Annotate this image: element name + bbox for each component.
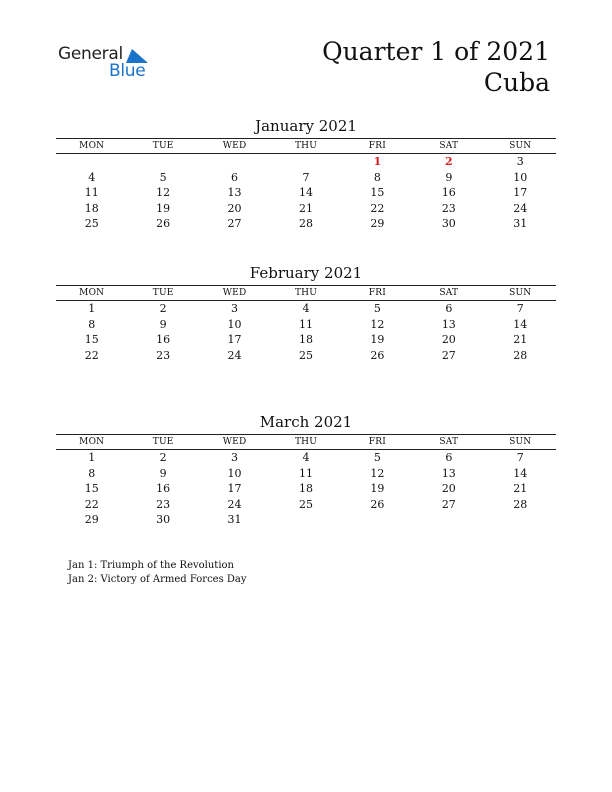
day-cell: 12: [156, 186, 171, 200]
week-row: [56, 497, 556, 513]
week-row: [56, 332, 556, 348]
day-cell: 5: [373, 451, 381, 465]
day-cell: 22: [370, 201, 385, 215]
weekday-label: THU: [294, 437, 317, 447]
weekday-label: THU: [294, 141, 317, 151]
day-cell: 7: [516, 302, 524, 316]
holiday-note: Jan 1: Triumph of the Revolution: [68, 560, 234, 571]
day-cell: 22: [84, 348, 99, 362]
month-title: February 2021: [249, 264, 363, 282]
title-country: Cuba: [483, 68, 550, 97]
day-cell: 27: [441, 497, 456, 511]
day-cell: 17: [513, 186, 528, 200]
day-cell: 9: [159, 466, 167, 480]
day-cell: 10: [227, 466, 242, 480]
day-cell: 24: [227, 497, 242, 511]
weekday-label: TUE: [152, 141, 174, 151]
brand-name-blue: Blue: [109, 61, 146, 81]
day-cell: 26: [156, 217, 171, 231]
day-cell: 11: [298, 317, 313, 331]
day-cell: 6: [231, 170, 239, 184]
day-cell: 30: [156, 513, 171, 527]
day-cell: 14: [298, 186, 313, 200]
day-cell: 18: [84, 201, 99, 215]
weekday-label: SAT: [439, 141, 459, 151]
day-cell: 6: [445, 451, 453, 465]
day-cell: 16: [156, 333, 171, 347]
day-cell: 25: [84, 217, 99, 231]
day-cell: 4: [302, 451, 310, 465]
weekday-label: WED: [222, 437, 247, 447]
day-cell: 9: [445, 170, 453, 184]
day-cell: 20: [441, 482, 456, 496]
day-cell: 16: [156, 482, 171, 496]
day-cell: 15: [370, 186, 385, 200]
day-cell: 18: [298, 482, 313, 496]
brand-name-general: General: [58, 44, 123, 64]
day-cell: 6: [445, 302, 453, 316]
day-cell: 1: [88, 451, 96, 465]
weekday-label: TUE: [152, 437, 174, 447]
day-cell: 28: [513, 348, 528, 362]
weekday-header-row: [56, 434, 556, 450]
day-cell: 20: [227, 201, 242, 215]
page-title: [322, 36, 550, 98]
day-cell: 21: [513, 482, 528, 496]
day-cell: 11: [298, 466, 313, 480]
day-cell: 29: [370, 217, 385, 231]
weekday-label: MON: [79, 437, 105, 447]
week-row: [56, 201, 556, 217]
day-cell: 29: [84, 513, 99, 527]
holiday-note: Jan 2: Victory of Armed Forces Day: [68, 574, 247, 585]
weekday-label: WED: [222, 288, 247, 298]
day-cell: 31: [513, 217, 528, 231]
day-cell: 13: [441, 466, 456, 480]
day-cell: 24: [513, 201, 528, 215]
day-cell: 23: [156, 348, 171, 362]
title-quarter: Quarter 1 of 2021: [322, 37, 550, 66]
day-cell: 25: [298, 348, 313, 362]
day-cell: 9: [159, 317, 167, 331]
day-cell: 12: [370, 317, 385, 331]
day-cell: 24: [227, 348, 242, 362]
day-cell: 19: [370, 333, 385, 347]
month-calendar-february: [56, 264, 556, 363]
day-cell: 22: [84, 497, 99, 511]
brand-logo: [58, 44, 158, 84]
week-row: [56, 216, 556, 232]
week-row: [56, 450, 556, 466]
day-cell: 10: [513, 170, 528, 184]
weekday-label: THU: [294, 288, 317, 298]
day-cell: 19: [156, 201, 171, 215]
holiday-day-cell: 1: [373, 155, 382, 169]
day-cell: 1: [88, 302, 96, 316]
week-row: [56, 301, 556, 317]
weekday-header-row: [56, 138, 556, 154]
day-cell: 21: [513, 333, 528, 347]
day-cell: 26: [370, 348, 385, 362]
day-cell: 27: [441, 348, 456, 362]
weekday-label: FRI: [368, 437, 386, 447]
week-row: [56, 185, 556, 201]
day-cell: 23: [156, 497, 171, 511]
day-cell: 15: [84, 482, 99, 496]
day-cell: 14: [513, 317, 528, 331]
month-calendar-january: [56, 117, 556, 232]
day-cell: 16: [441, 186, 456, 200]
weekday-label: MON: [79, 141, 105, 151]
day-cell: 17: [227, 333, 242, 347]
day-cell: 30: [441, 217, 456, 231]
day-cell: 18: [298, 333, 313, 347]
day-cell: 5: [373, 302, 381, 316]
month-title: January 2021: [255, 117, 357, 135]
day-cell: 28: [298, 217, 313, 231]
day-cell: 19: [370, 482, 385, 496]
weekday-label: WED: [222, 141, 247, 151]
weekday-label: MON: [79, 288, 105, 298]
day-cell: 17: [227, 482, 242, 496]
day-cell: 4: [88, 170, 96, 184]
week-row: [56, 512, 556, 528]
week-row: [56, 317, 556, 333]
holiday-notes: [68, 559, 247, 587]
weekday-label: SUN: [509, 141, 532, 151]
day-cell: 26: [370, 497, 385, 511]
day-cell: 11: [84, 186, 99, 200]
day-cell: 4: [302, 302, 310, 316]
day-cell: 7: [516, 451, 524, 465]
week-row: [56, 170, 556, 186]
day-cell: 3: [231, 302, 239, 316]
weekday-label: SAT: [439, 437, 459, 447]
weekday-label: SUN: [509, 288, 532, 298]
week-row: [56, 154, 556, 170]
day-cell: 2: [159, 451, 167, 465]
weekday-label: SUN: [509, 437, 532, 447]
day-cell: 10: [227, 317, 242, 331]
weekday-label: TUE: [152, 288, 174, 298]
weekday-label: SAT: [439, 288, 459, 298]
day-cell: 15: [84, 333, 99, 347]
day-cell: 14: [513, 466, 528, 480]
day-cell: 27: [227, 217, 242, 231]
day-cell: 25: [298, 497, 313, 511]
day-cell: 5: [159, 170, 167, 184]
month-calendar-march: [56, 413, 556, 528]
day-cell: 3: [516, 155, 524, 169]
weekday-label: FRI: [368, 141, 386, 151]
month-title: March 2021: [259, 413, 353, 431]
holiday-day-cell: 2: [444, 155, 453, 169]
day-cell: 8: [88, 466, 96, 480]
day-cell: 13: [441, 317, 456, 331]
week-row: [56, 481, 556, 497]
day-cell: 8: [373, 170, 381, 184]
day-cell: 8: [88, 317, 96, 331]
week-row: [56, 466, 556, 482]
day-cell: 20: [441, 333, 456, 347]
day-cell: 7: [302, 170, 310, 184]
day-cell: 2: [159, 302, 167, 316]
day-cell: 31: [227, 513, 242, 527]
day-cell: 21: [298, 201, 313, 215]
day-cell: 28: [513, 497, 528, 511]
weekday-label: FRI: [368, 288, 386, 298]
day-cell: 13: [227, 186, 242, 200]
day-cell: 12: [370, 466, 385, 480]
day-cell: 23: [441, 201, 456, 215]
week-row: [56, 348, 556, 364]
weekday-header-row: [56, 285, 556, 301]
day-cell: 3: [231, 451, 239, 465]
